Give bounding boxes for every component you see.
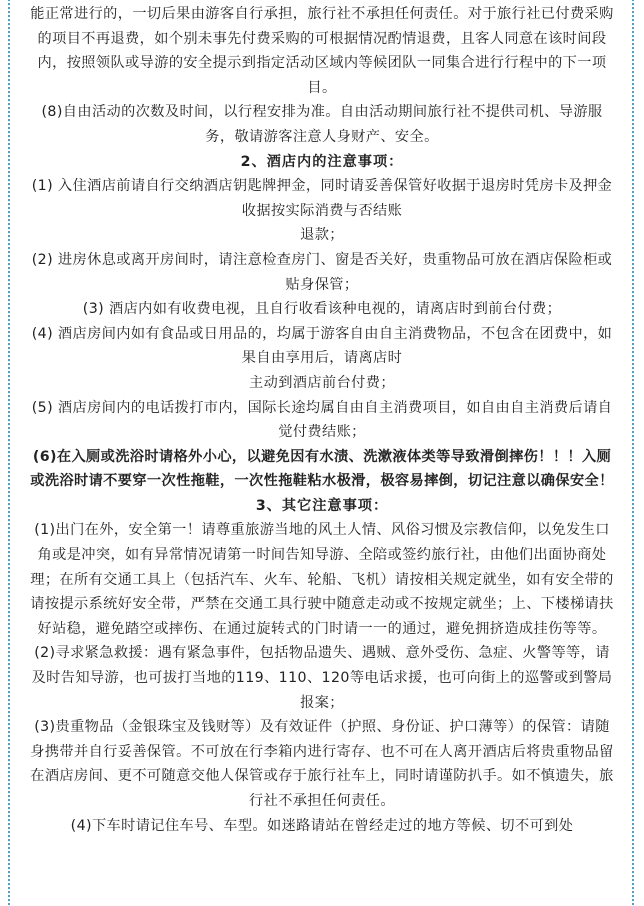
paragraph-hotel-front-desk: 主动到酒店前台付费； xyxy=(249,374,395,391)
paragraph-bus-number: (4)下车时请记住车号、车型。如迷路请站在曾经走过的地方等候、切不可到处 xyxy=(70,817,574,834)
paragraph-activity-consequences: 能正常进行的，一切后果由游客自行承担，旅行社不承担任何责任。对于旅行社已付费采购的项目不再退费，如个别未事先付费采购的可根据情况酌情退费，且客人同意在该时间段内，按照领队或导游的安全提示到指定活动区域内等候团队一同集合进行行程中的下一项目。 xyxy=(30,6,614,96)
paragraph-free-activity: (8)自由活动的次数及时间，以行程安排为准。自由活动期间旅行社不提供司机、导游服务，敬请游客注意人身财产、安全。 xyxy=(41,104,603,145)
paragraph-hotel-room-check: (2) 进房休息或离开房间时，请注意检查房门、窗是否关好，贵重物品可放在酒店保险柜或贴身保管； xyxy=(31,251,613,293)
paragraph-bathroom-safety: (6)在入厕或洗浴时请格外小心，以避免因有水渍、洗漱液体类等导致滑倒摔伤！！！入厕或洗浴时请不要穿一次性拖鞋，一次性拖鞋粘水极滑，极容易摔倒，切记注意以确保安全！ xyxy=(30,448,614,490)
paragraph-emergency-help: (2)寻求紧急救援：遇有紧急事件，包括物品遗失、遇贼、意外受伤、急症、火警等等，请及时告知导游，也可拔打当地的119、110、120等电话求援，也可向街上的巡警或到警局报案； xyxy=(31,645,613,711)
paragraph-hotel-tv: (3) 酒店内如有收费电视，且自行收看该种电视的，请离店时到前台付费； xyxy=(82,301,562,318)
section-heading-other: 3、其它注意事项： xyxy=(255,497,389,514)
paragraph-hotel-minibar: (4) 酒店房间内如有食品或日用品的，均属于游客自由自主消费物品，不包含在团费中，如果自由享用后，请离店时 xyxy=(31,325,613,367)
notice-document xyxy=(30,2,614,838)
paragraph-hotel-refund: 退款； xyxy=(300,227,344,244)
paragraph-hotel-phone: (5) 酒店房间内的电话拨打市内，国际长途均属自由自主消费项目，如自由自主消费后请自觉付费结账； xyxy=(31,399,613,441)
paragraph-safety-first: (1)出门在外，安全第一！请尊重旅游当地的风土人情、风俗习惯及宗教信仰，以免发生口角或是冲突，如有异常情况请第一时间告知导游、全陪或签约旅行社，由他们出面协商处理；在所有交通工具上（包括汽车、火车、轮船、飞机）请按相关规定就坐，如有安全带的请按提示系统好安全带，严禁在交通工具行驶中随意走动或不按规定就坐；上、下楼梯请扶好站稳，避免踏空或摔伤、在通过旋转式的门时请一一的通过，避免拥挤造成挂伤等等。 xyxy=(30,522,614,637)
paragraph-valuables: (3)贵重物品（金银珠宝及钱财等）及有效证件（护照、身份证、护口薄等）的保管：请随身携带并自行妥善保管。不可放在行李箱内进行寄存、也不可在人离开酒店后将贵重物品留在酒店房间、更不可随意交他人保管或存于旅行社车上，同时请谨防扒手。如不慎遗失，旅行社不承担任何责任。 xyxy=(30,719,614,809)
paragraph-hotel-deposit: (1) 入住酒店前请自行交纳酒店钥匙牌押金，同时请妥善保管好收据于退房时凭房卡及押金收据按实际消费与否结账 xyxy=(31,178,613,219)
section-heading-hotel: 2、酒店内的注意事项： xyxy=(240,153,404,170)
